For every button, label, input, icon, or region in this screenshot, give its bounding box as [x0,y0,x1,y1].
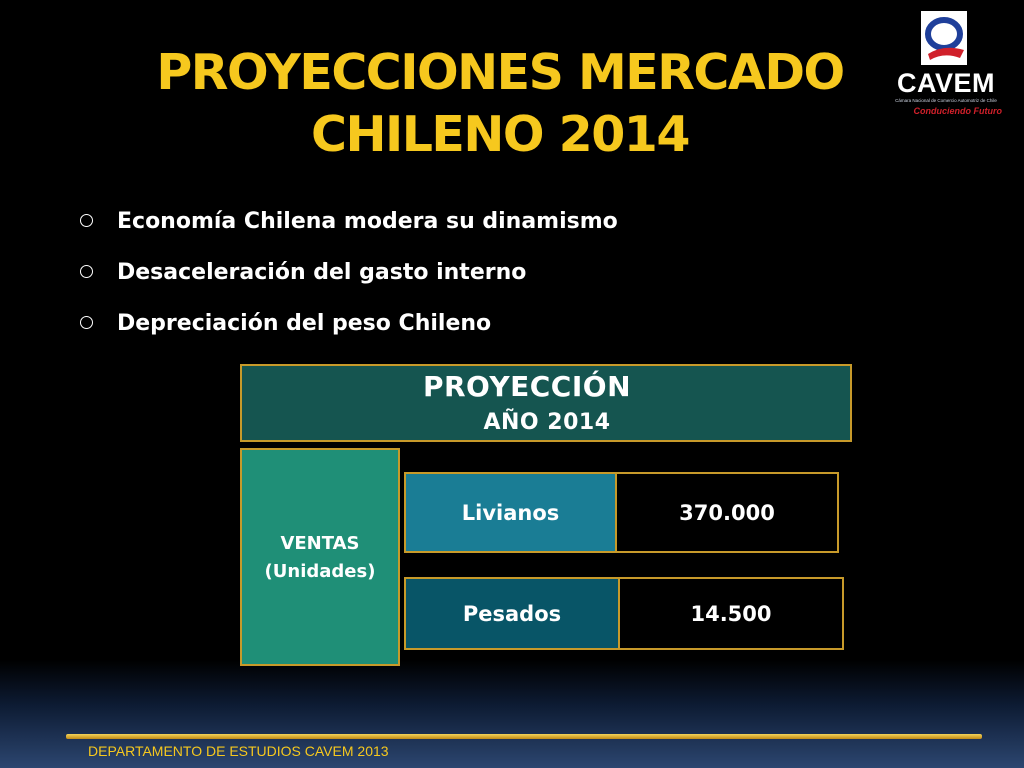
slide-title-line1: PROYECCIONES MERCADO [156,44,844,101]
bullet-circle-icon [80,214,93,227]
livianos-value-cell [615,472,839,553]
pesados-label-cell [404,577,620,650]
projection-header [240,364,852,442]
livianos-value: 370.000 [679,500,775,525]
sales-group-label [242,530,398,586]
sales-label: VENTAS [280,533,360,554]
pesados-value: 14.500 [690,601,772,626]
logo-subtitle: Cámara Nacional de Comercio Automotriz de Chile [895,98,997,103]
footer-text: DEPARTAMENTO DE ESTUDIOS CAVEM 2013 [88,743,389,759]
pesados-value-cell [618,577,844,650]
bullet-text: Economía Chilena modera su dinamismo [117,209,618,234]
cavem-logo [884,10,1008,122]
slide-title-line2: CHILENO 2014 [311,106,689,163]
livianos-label-cell [404,472,617,553]
bullet-circle-icon [80,316,93,329]
logo-name: CAVEM [896,68,995,98]
projection-year: AÑO 2014 [483,410,611,435]
bullet-circle-icon [80,265,93,278]
bullet-text: Depreciación del peso Chileno [117,311,492,336]
cavem-logo-icon [920,10,968,66]
units-label: (Unidades) [264,561,376,582]
sales-group-cell [240,448,400,666]
bullet-text: Desaceleración del gasto interno [117,260,527,285]
projection-title: PROYECCIÓN [422,370,632,403]
pesados-label: Pesados [462,601,562,626]
slide-title [80,42,920,166]
logo-tagline: Conduciendo Futuro [913,106,1002,116]
livianos-label: Livianos [461,500,560,525]
footer-divider [66,734,982,739]
